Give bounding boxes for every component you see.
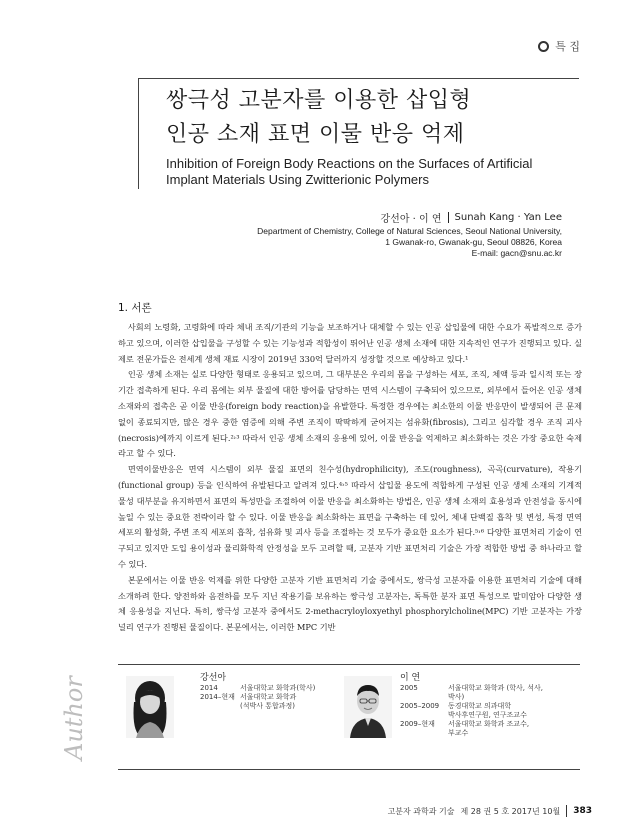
- bio-row: 2014–현재 서울대학교 화학과: [200, 693, 297, 701]
- author1-bio: [200, 684, 315, 711]
- circle-icon: [538, 41, 549, 52]
- affiliation-line1: Department of Chemistry, College of Natural Sciences, Seoul National University,: [257, 226, 562, 236]
- section-heading: 1. 서론: [118, 302, 152, 314]
- bio-row: (석박사 통합과정): [240, 702, 296, 710]
- affiliation-line2: 1 Gwanak-ro, Gwanak-gu, Seoul 08826, Korea: [385, 237, 562, 247]
- bio-row: 박사후연구원, 연구조교수: [448, 711, 527, 719]
- author2-name: 이 연: [400, 673, 421, 683]
- affiliation-email: E-mail: gacn@snu.ac.kr: [471, 248, 562, 258]
- paragraph: 인공 생체 소재는 실로 다양한 형태로 응용되고 있으며, 그 대부분은 우리의 몸을 구성하는 세포, 조직, 체액 등과 일시적 또는 장기간 접촉하게 된다. 우리 몸에는 외부 물질에 대한 방어를 담당하는 면역 시스템이 구축되어 있으므로, 외부에서 들어온 인공 생체 소재와의 접촉은 곧 이물 반응(foreign body reaction)을 유발한다. 특정한 경우에는 최소한의 이물 반응만이 발생되어 큰 문제 없이 종료되지만, 많은 경우 중한 염증에 의해 주변 조직이 딱딱하게 굳어지는 섬유화(fibrosis), 그리고 심각할 경우 조직 괴사(necrosis)에까지 이르게 된다.²˒³ 따라서 인공 생체 소재의 응용에 있어, 이물 반응을 억제하고 최소화하는 것은 가장 중요한 숙제라고 할 수 있다.: [118, 369, 582, 459]
- divider: [448, 212, 449, 223]
- bio-row: 2005 서울대학교 화학과 (학사, 석사,: [400, 684, 544, 692]
- author2-bio: [400, 684, 560, 738]
- author2-photo: [344, 676, 392, 738]
- title-english-line2: Implant Materials Using Zwitterionic Polymers: [166, 172, 429, 187]
- issue-info: 제 28 권 5 호 2017년 10월: [460, 806, 561, 816]
- bio-row: 2014 서울대학교 화학과(학사): [200, 684, 316, 692]
- author-names-english: Sunah Kang · Yan Lee: [454, 212, 562, 223]
- page-footer: [388, 805, 592, 817]
- author-names: [381, 210, 563, 225]
- author-watermark: Author: [60, 676, 88, 760]
- paragraph: 사회의 노령화, 고령화에 따라 체내 조직/기관의 기능을 보조하거나 대체할 수 있는 인공 삽입물에 대한 수요가 폭발적으로 증가하고 있으며, 이러한 삽입물을 구성할 수 있는 기능성과 적합성이 뛰어난 인공 생체 소재에 대한 지속적인 연구가 진행되고 있다. 실제로 전문가들은 전세계 생체 재료 시장이 2019년 330억 달러까지 성장할 것으로 예상하고 있다.¹: [118, 322, 582, 364]
- bio-row: 2005–2009 동경대학교 의과대학: [400, 702, 512, 710]
- author1-photo: [126, 676, 174, 738]
- body-text: [118, 320, 582, 636]
- bio-row: 부교수: [448, 729, 469, 737]
- title-english: [166, 156, 586, 188]
- section-tag-label: 특 집: [555, 40, 580, 53]
- journal-name: 고분자 과학과 기술: [387, 806, 455, 816]
- affiliation: [257, 226, 562, 259]
- page-number: 383: [573, 806, 592, 816]
- section-tag: [538, 38, 580, 54]
- title-korean: [166, 84, 586, 152]
- author1-name: 강선아: [200, 673, 227, 683]
- divider: [566, 805, 567, 817]
- paragraph: 본문에서는 이물 반응 억제를 위한 다양한 고분자 기반 표면처리 기술 중에서도, 쌍극성 고분자를 이용한 표면처리 기술에 대해 소개하려 한다. 양전하와 음전하를 모두 지닌 작용기를 보유하는 쌍극성 고분자는, 독특한 분자 표면 특성으로 말미암아 다양한 생체 응용성을 지닌다. 특히, 쌍극성 고분자 중에서도 2-methacryloyloxyethyl phosphorylcholine(MPC) 기반 고분자는 가장 널리 연구가 진행된 물질이다. 본문에서는, 이러한 MPC 기반: [118, 574, 582, 633]
- author-names-korean: 강선아 · 이 연: [380, 214, 442, 225]
- title-korean-line2: 인공 소재 표면 이물 반응 억제: [166, 122, 465, 147]
- bio-row: 박사): [448, 693, 465, 701]
- bio-row: 2009–현재 서울대학교 화학과 조교수,: [400, 720, 530, 728]
- title-english-line1: Inhibition of Foreign Body Reactions on the Surfaces of Artificial: [166, 156, 533, 171]
- paragraph: 면역이물반응은 면역 시스템이 외부 물질 표면의 친수성(hydrophilicity), 조도(roughness), 곡곡(curvature), 작용기(functional group) 등을 인식하여 유발된다고 알려져 있다.⁴˒⁵ 따라서 삽입물 용도에 적합하게 구성된 인공 생체 소재의 기계적 물성 대부분을 유지하면서 표면의 특성만을 조절하여 이물 반응을 최소화하는 방법은, 인공 생체 소재의 효용성과 안전성을 동시에 높일 수 있는 중요한 전략이라 할 수 있다. 이물 반응을 최소화하는 표면을 구축하는 데 있어, 체내 단백질 흡착 및 변성, 특정 면역 세포의 활성화, 주변 조직 세포의 흡착, 섬유화 및 괴사 등을 조절하는 것 모두가 중요한 요소가 된다.⁵˒⁶ 다양한 표면처리 기술이 연구되고 있지만 도입 용이성과 물리화학적 안정성을 모두 고려할 때, 고분자 기반 표면처리 기술은 가장 적합한 방법 중 하나라고 할 수 있다.: [118, 464, 582, 569]
- title-korean-line1: 쌍극성 고분자를 이용한 삽입형: [166, 88, 472, 113]
